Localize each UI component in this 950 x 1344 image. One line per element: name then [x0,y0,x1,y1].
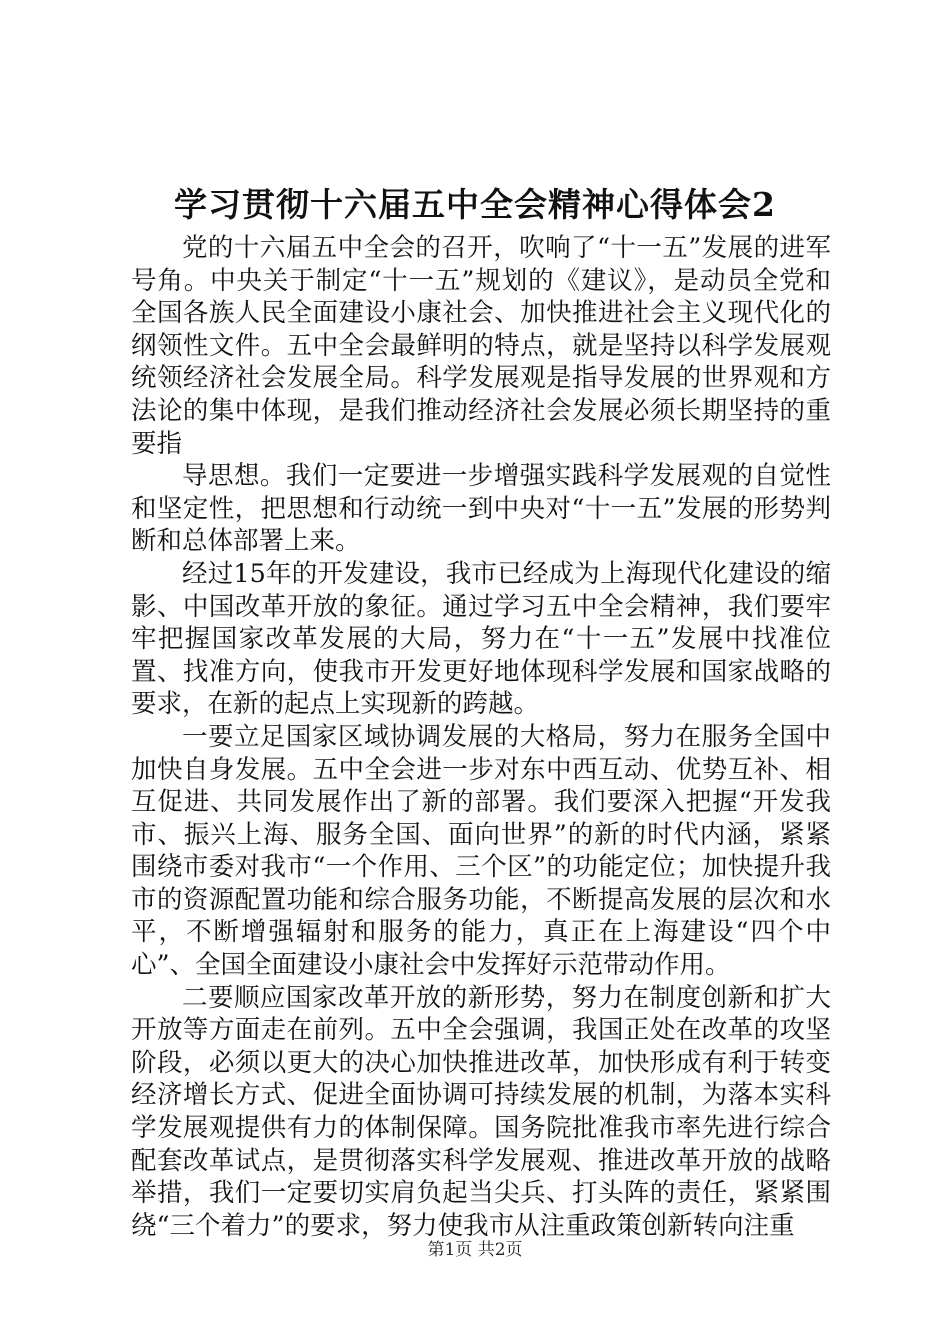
paragraph-5: 二要顺应国家改革开放的新形势，努力在制度创新和扩大开放等方面走在前列。五中全会强调，我国正处在改革的攻坚阶段，必须以更大的决心加快推进改革，加快形成有利于转变经济增长方式、促进全面协调可持续发展的机制，为落本实科学发展观提供有力的体制保障。国务院批准我市率先进行综合配套改革试点，是贯彻落实科学发展观、推进改革开放的战略举措，我们一定要切实肩负起当尖兵、打头阵的责任，紧紧围绕“三个着力”的要求，努力使我市从注重政策创新转向注重 [131,982,831,1241]
document-body [131,232,831,1242]
paragraph-3: 经过15年的开发建设，我市已经成为上海现代化建设的缩影、中国改革开放的象征。通过学习五中全会精神，我们要牢牢把握国家改革发展的大局，努力在“十一五”发展中找准位置、找准方向，使我市开发更好地体现科学发展和国家战略的要求，在新的起点上实现新的跨越。 [131,558,831,720]
paragraph-4: 一要立足国家区域协调发展的大格局，努力在服务全国中加快自身发展。五中全会进一步对东中西互动、优势互补、相互促进、共同发展作出了新的部署。我们要深入把握“开发我市、振兴上海、服务全国、面向世界”的新的时代内涵，紧紧围绕市委对我市“一个作用、三个区”的功能定位；加快提升我市的资源配置功能和综合服务功能，不断提高发展的层次和水平，不断增强辐射和服务的能力，真正在上海建设“四个中心”、全国全面建设小康社会中发挥好示范带动作用。 [131,721,831,981]
paragraph-1: 党的十六届五中全会的召开，吹响了“十一五”发展的进军号角。中央关于制定“十一五”规划的《建议》，是动员全党和全国各族人民全面建设小康社会、加快推进社会主义现代化的纲领性文件。五中全会最鲜明的特点，就是坚持以科学发展观统领经济社会发展全局。科学发展观是指导发展的世界观和方法论的集中体现，是我们推动经济社会发展必须长期坚持的重要指 [131,233,831,459]
document-title: 学习贯彻十六届五中全会精神心得体会2 [174,185,776,224]
page-number-footer: 第1页 共2页 [427,1240,523,1260]
paragraph-2: 导思想。我们一定要进一步增强实践科学发展观的自觉性和坚定性，把思想和行动统一到中央对“十一五”发展的形势判断和总体部署上来。 [131,461,831,557]
